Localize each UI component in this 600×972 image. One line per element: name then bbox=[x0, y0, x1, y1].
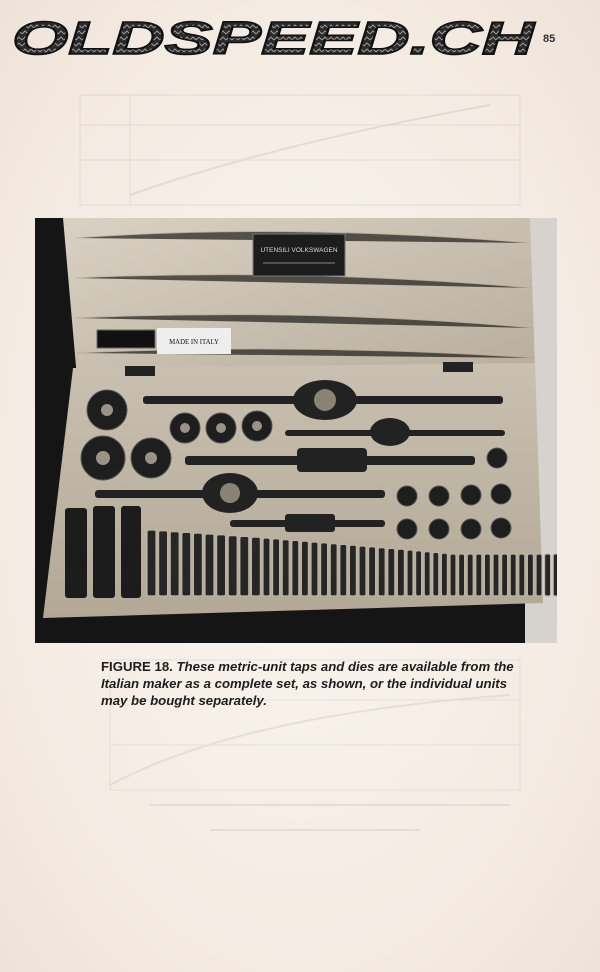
tap bbox=[217, 535, 226, 596]
tap bbox=[378, 548, 385, 596]
oldspeed-logo bbox=[10, 18, 538, 60]
tap bbox=[416, 551, 422, 596]
tap bbox=[292, 540, 299, 596]
tap bbox=[251, 537, 260, 596]
tap bbox=[527, 554, 533, 596]
page-number: 85 bbox=[543, 33, 556, 45]
tap bbox=[340, 544, 347, 596]
tap bbox=[349, 545, 356, 596]
tap bbox=[553, 554, 557, 596]
figure-label: FIGURE 18. bbox=[101, 659, 173, 674]
tap bbox=[441, 553, 447, 596]
tap bbox=[321, 543, 328, 596]
tap-and-die-set-photo bbox=[35, 218, 557, 643]
tap bbox=[467, 554, 473, 596]
tap bbox=[493, 554, 499, 596]
tap bbox=[228, 536, 237, 596]
tap bbox=[459, 554, 465, 596]
tap bbox=[397, 549, 404, 596]
tap bbox=[424, 552, 430, 596]
tap bbox=[369, 547, 376, 596]
tap bbox=[407, 550, 413, 596]
tap bbox=[476, 554, 482, 596]
tap bbox=[273, 539, 280, 596]
tap bbox=[205, 534, 214, 596]
tap bbox=[484, 554, 490, 596]
tap bbox=[193, 533, 202, 596]
tap bbox=[182, 532, 191, 596]
tap bbox=[388, 548, 395, 596]
case-nameplate bbox=[253, 234, 345, 276]
made-in-italy-label: MADE IN ITALY bbox=[169, 339, 219, 346]
tap bbox=[311, 542, 318, 596]
tap bbox=[450, 554, 456, 596]
figure-caption bbox=[101, 658, 521, 709]
tap bbox=[536, 554, 542, 596]
logo-text: OLDSPEED.CH bbox=[12, 18, 536, 60]
tap bbox=[359, 546, 366, 596]
tap bbox=[159, 531, 168, 596]
tap bbox=[170, 532, 179, 596]
tap bbox=[545, 554, 551, 596]
tap bbox=[147, 530, 156, 596]
tap bbox=[282, 540, 289, 596]
figure-caption-text: These metric-unit taps and dies are available from the Italian maker as a complete set, as shown, or the individual units may be bought separately. bbox=[101, 659, 514, 708]
tap bbox=[240, 536, 249, 596]
tap bbox=[502, 554, 508, 596]
tap bbox=[519, 554, 525, 596]
tap bbox=[510, 554, 516, 596]
nameplate-text: UTENSILI VOLKSWAGEN bbox=[260, 247, 338, 254]
show-through-chart bbox=[70, 85, 540, 215]
tap bbox=[263, 538, 270, 596]
tap bbox=[301, 541, 308, 596]
tap bbox=[433, 552, 439, 596]
tap bbox=[330, 544, 337, 596]
taps-row bbox=[65, 506, 141, 598]
